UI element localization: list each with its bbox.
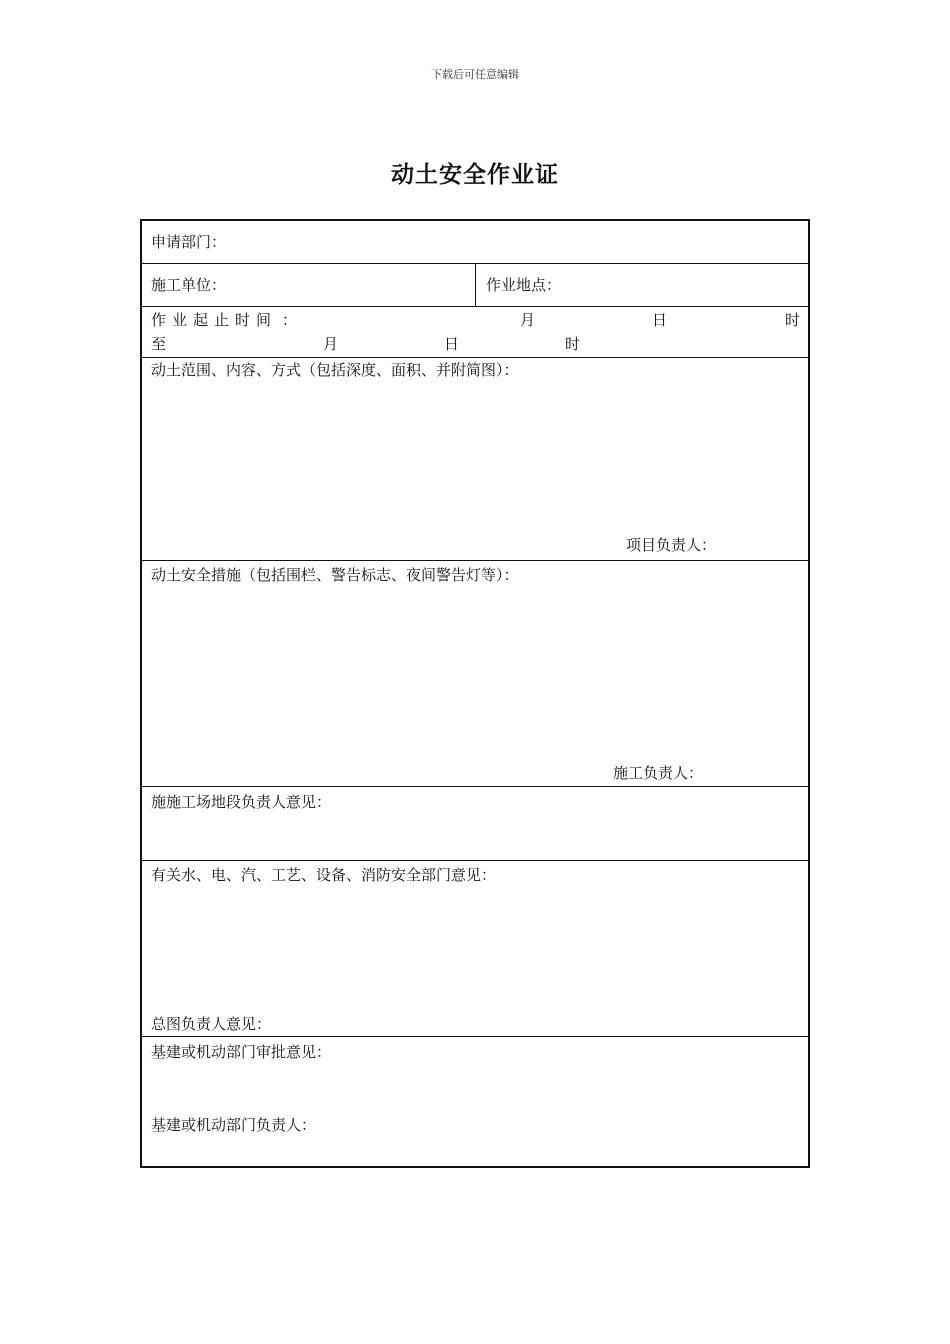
row-unit-location	[142, 264, 808, 307]
row-scope	[142, 358, 808, 561]
row-work-period	[142, 307, 808, 358]
construction-unit-label: 施工单位：	[151, 276, 227, 294]
site-opinion-label: 施施工场地段负责人意见：	[151, 793, 332, 811]
row-apply-dept	[142, 221, 808, 264]
approval-opinion-label: 基建或机动部门审批意见：	[151, 1043, 332, 1061]
work-location-label: 作业地点：	[486, 276, 562, 294]
departments-opinion-label: 有关水、电、汽、工艺、设备、消防安全部门意见：	[151, 866, 497, 884]
approval-manager-sign-label: 基建或机动部门负责人：	[151, 1116, 317, 1134]
end-day-label: 日	[444, 335, 460, 353]
start-day-label: 日	[652, 311, 668, 329]
row-safety	[142, 561, 808, 787]
end-month-label: 月	[323, 335, 339, 353]
row-approval	[142, 1037, 808, 1166]
apply-dept-label: 申请部门：	[151, 233, 227, 251]
safety-measures-label: 动土安全措施（包括围栏、警告标志、夜间警告灯等）：	[151, 566, 519, 584]
column-divider	[475, 264, 476, 306]
work-permit-form	[140, 219, 810, 1168]
to-label: 至	[151, 335, 167, 353]
row-departments	[142, 861, 808, 1037]
work-period-label: 作业起止时间	[151, 311, 278, 329]
construction-manager-sign-label: 施工负责人：	[613, 764, 704, 782]
header-note: 下载后可任意编辑	[431, 68, 519, 81]
page-title: 动土安全作业证	[391, 161, 559, 188]
start-month-label: 月	[520, 311, 536, 329]
general-plan-opinion-label: 总图负责人意见：	[151, 1015, 272, 1033]
scope-label: 动土范围、内容、方式（包括深度、面积、并附简图）：	[151, 361, 519, 379]
end-hour-label: 时	[565, 335, 581, 353]
row-site-opinion	[142, 787, 808, 861]
work-period-colon: ：	[282, 311, 298, 329]
start-hour-label: 时	[785, 311, 801, 329]
project-manager-sign-label: 项目负责人：	[626, 536, 717, 554]
